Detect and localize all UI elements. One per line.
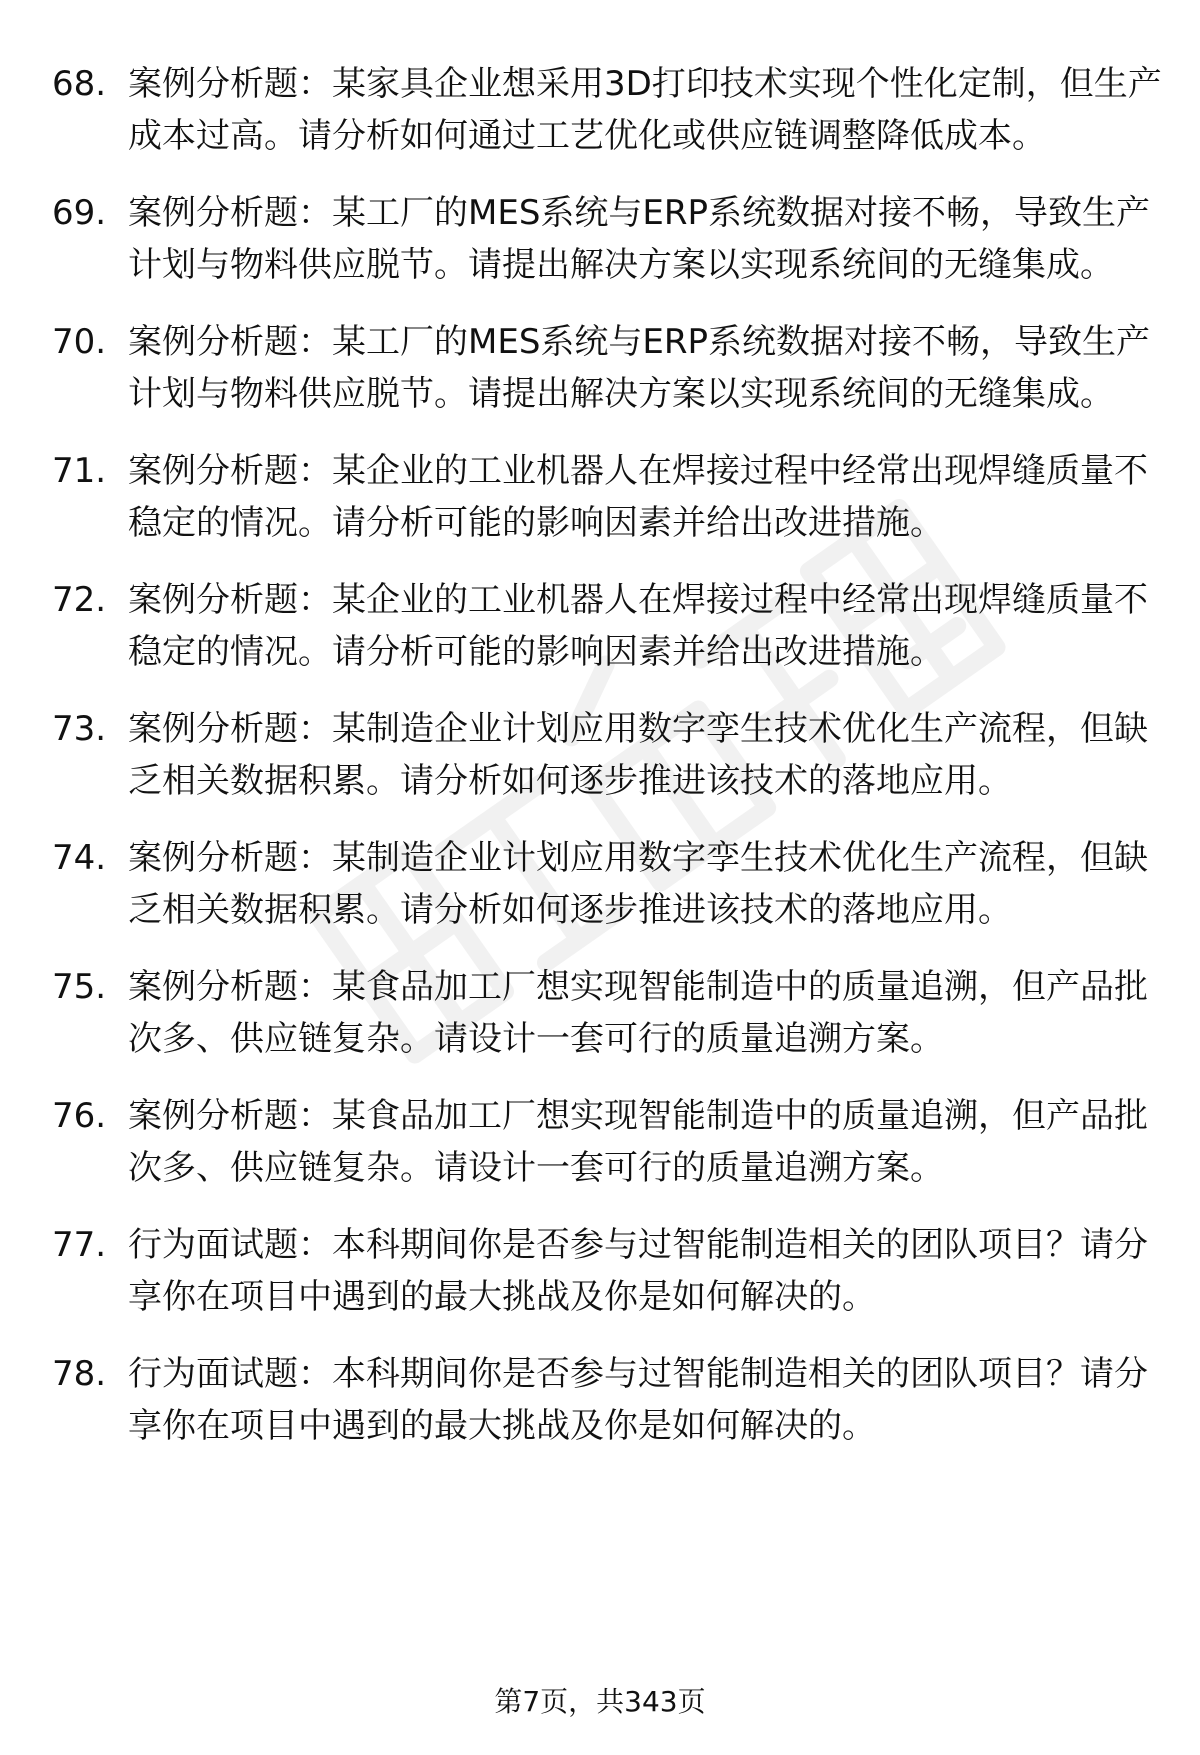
question-number: 78. xyxy=(52,1354,107,1394)
question-text: 案例分析题：某制造企业计划应用数字孪生技术优化生产流程，但缺乏相关数据积累。请分析如何逐步推进该技术的落地应用。 xyxy=(128,838,1148,930)
question-item-71 xyxy=(52,445,1162,549)
question-text: 案例分析题：某食品加工厂想实现智能制造中的质量追溯，但产品批次多、供应链复杂。请设计一套可行的质量追溯方案。 xyxy=(128,967,1148,1059)
question-item-73 xyxy=(52,703,1162,807)
question-number: 70. xyxy=(52,322,107,362)
question-item-75 xyxy=(52,961,1162,1065)
question-text: 案例分析题：某企业的工业机器人在焊接过程中经常出现焊缝质量不稳定的情况。请分析可能的影响因素并给出改进措施。 xyxy=(128,451,1148,543)
page-footer xyxy=(0,1682,1200,1722)
question-number: 72. xyxy=(52,580,107,620)
question-item-69 xyxy=(52,187,1162,291)
question-list xyxy=(52,58,1162,1477)
question-item-70 xyxy=(52,316,1162,420)
question-text: 案例分析题：某食品加工厂想实现智能制造中的质量追溯，但产品批次多、供应链复杂。请设计一套可行的质量追溯方案。 xyxy=(128,1096,1148,1188)
question-item-74 xyxy=(52,832,1162,936)
question-text: 案例分析题：某制造企业计划应用数字孪生技术优化生产流程，但缺乏相关数据积累。请分析如何逐步推进该技术的落地应用。 xyxy=(128,709,1148,801)
question-number: 77. xyxy=(52,1225,107,1265)
question-text: 案例分析题：某工厂的MES系统与ERP系统数据对接不畅，导致生产计划与物料供应脱节。请提出解决方案以实现系统间的无缝集成。 xyxy=(128,193,1151,285)
question-number: 71. xyxy=(52,451,107,491)
question-text: 案例分析题：某家具企业想采用3D打印技术实现个性化定制，但生产成本过高。请分析如何通过工艺优化或供应链调整降低成本。 xyxy=(128,64,1162,156)
question-text: 行为面试题：本科期间你是否参与过智能制造相关的团队项目？请分享你在项目中遇到的最大挑战及你是如何解决的。 xyxy=(128,1225,1148,1317)
page-number-label: 第7页，共343页 xyxy=(494,1685,706,1718)
question-text: 案例分析题：某工厂的MES系统与ERP系统数据对接不畅，导致生产计划与物料供应脱节。请提出解决方案以实现系统间的无缝集成。 xyxy=(128,322,1151,414)
question-item-72 xyxy=(52,574,1162,678)
question-number: 75. xyxy=(52,967,107,1007)
question-number: 73. xyxy=(52,709,107,749)
question-item-76 xyxy=(52,1090,1162,1194)
question-number: 74. xyxy=(52,838,107,878)
question-number: 68. xyxy=(52,64,107,104)
question-number: 76. xyxy=(52,1096,107,1136)
question-number: 69. xyxy=(52,193,107,233)
question-item-68 xyxy=(52,58,1162,162)
question-text: 案例分析题：某企业的工业机器人在焊接过程中经常出现焊缝质量不稳定的情况。请分析可能的影响因素并给出改进措施。 xyxy=(128,580,1148,672)
question-item-77 xyxy=(52,1219,1162,1323)
question-item-78 xyxy=(52,1348,1162,1452)
question-text: 行为面试题：本科期间你是否参与过智能制造相关的团队项目？请分享你在项目中遇到的最大挑战及你是如何解决的。 xyxy=(128,1354,1148,1446)
